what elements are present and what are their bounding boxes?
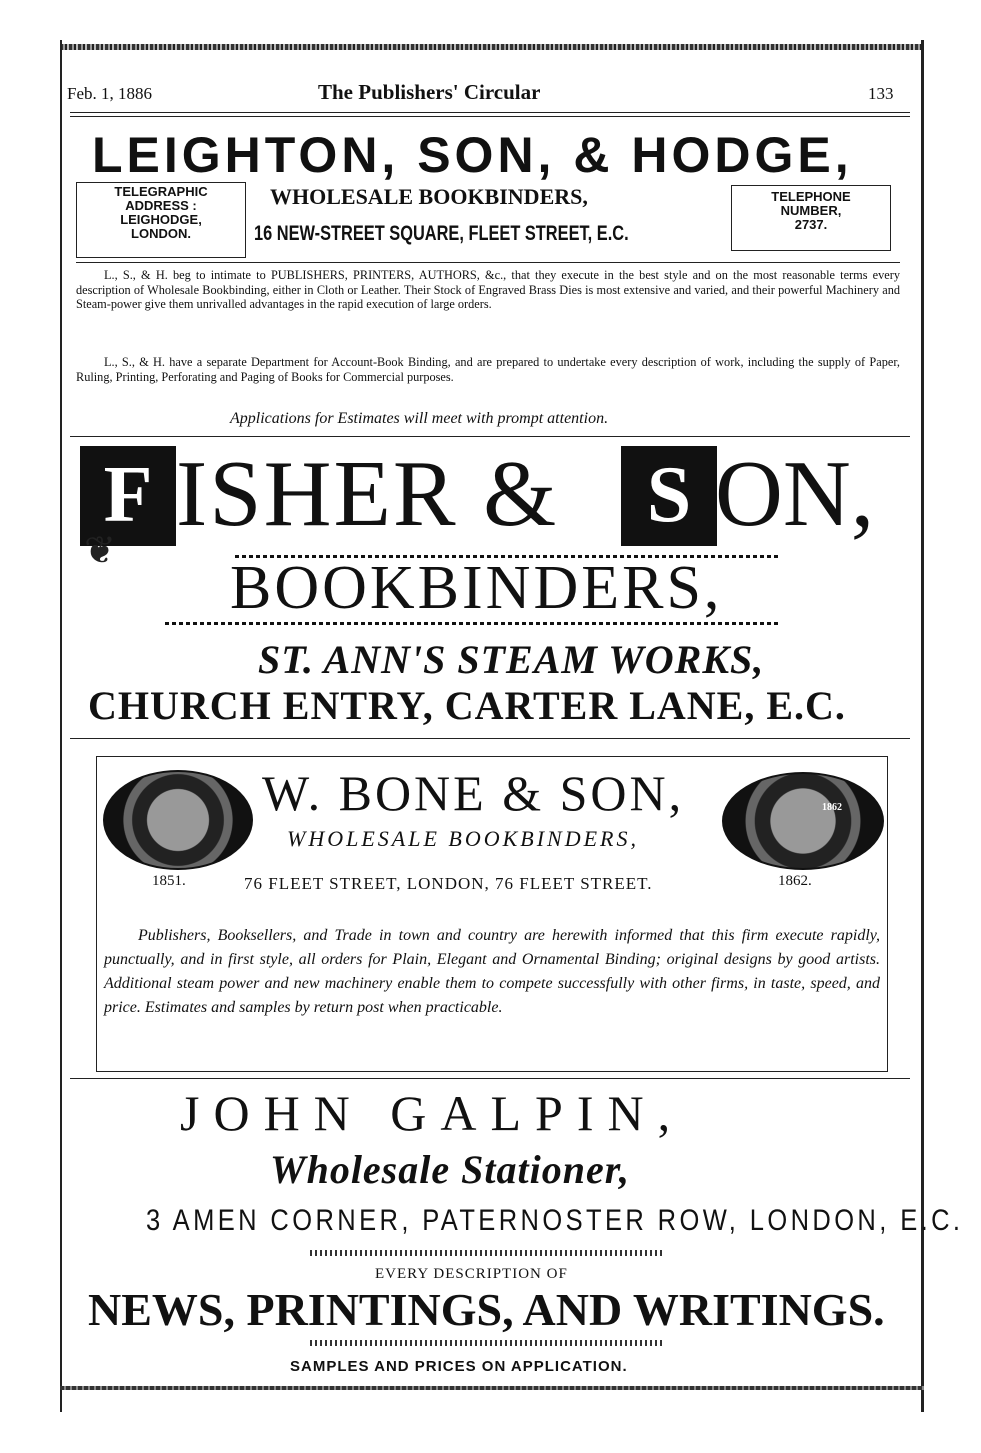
- ornamental-initial-s: S: [621, 446, 717, 546]
- fisher-title-part2: ON,: [715, 442, 875, 546]
- tel-box-line: ADDRESS :: [125, 198, 197, 213]
- bone-address: 76 FLEET STREET, LONDON, 76 FLEET STREET.: [244, 874, 653, 893]
- fisher-address: CHURCH ENTRY, CARTER LANE, E.C.: [88, 683, 846, 728]
- leighton-paragraph-2: L., S., & H. have a separate Department for Account-Book Binding, and are prepared to undertake every description of work, including the supply of Paper, Ruling, Printing, Perforating and Paging of Books for Commercial purposes.: [76, 355, 900, 384]
- leighton-note: Applications for Estimates will meet with prompt attention.: [230, 410, 609, 427]
- leighton-subtitle: WHOLESALE BOOKBINDERS,: [270, 184, 588, 209]
- phone-box-line: TELEPHONE: [771, 189, 851, 204]
- bone-title: W. BONE & SON,: [262, 765, 685, 821]
- wavy-divider-bottom: [310, 1340, 665, 1346]
- tel-box-line: TELEGRAPHIC: [114, 184, 208, 199]
- header-rule: [70, 112, 910, 113]
- bone-body: Publishers, Booksellers, and Trade in town and country are herewith informed that this firm execute rapidly, punctually, and in first style, all orders for Plain, Elegant and Ornamental Binding; original designs by good artists. Additional steam power and new machinery enable them to compete successfully with other firms, in taste, speed, and price. Estimates and samples by return post when practicable.: [104, 927, 880, 1016]
- galpin-every: EVERY DESCRIPTION OF: [375, 1266, 568, 1282]
- header-title: The Publishers' Circular: [318, 80, 541, 104]
- fisher-subtitle: BOOKBINDERS,: [230, 554, 723, 622]
- bone-year-right: 1862.: [778, 873, 812, 889]
- fisher-works: ST. ANN'S STEAM WORKS,: [258, 637, 765, 682]
- leighton-paragraph-1: L., S., & H. beg to intimate to PUBLISHERS, PRINTERS, AUTHORS, &c., that they execute in the best style and on the most reasonable terms every description of Wholesale Bookbinding, either in Cloth or Leather. Their Stock of Engraved Brass Dies is most extensive and varied, and their powerful Machinery and Steam-power give them unrivalled advantages in the rapid execution of large orders.: [76, 268, 900, 311]
- bone-subtitle: WHOLESALE BOOKBINDERS,: [287, 826, 639, 851]
- ornament-flourish-icon: ❦: [84, 530, 116, 572]
- galpin-address: 3 AMEN CORNER, PATERNOSTER ROW, LONDON, E.C.: [146, 1204, 964, 1237]
- wavy-divider-top: [310, 1250, 665, 1256]
- section-rule-3: [70, 1078, 910, 1079]
- medal-1862-icon: [722, 772, 884, 870]
- leighton-address: 16 NEW-STREET SQUARE, FLEET STREET, E.C.: [254, 222, 629, 245]
- top-border: [60, 44, 924, 50]
- ornament-rule-bottom: [165, 622, 780, 625]
- tel-box-line: LONDON.: [131, 226, 191, 241]
- left-border: [60, 40, 62, 1412]
- header-rule-2: [70, 116, 910, 117]
- section-rule-2: [70, 738, 910, 739]
- bone-year-left: 1851.: [152, 873, 186, 889]
- medal-year-text: 1862: [822, 802, 842, 813]
- phone-box-line: NUMBER,: [780, 203, 842, 218]
- tel-box-line: LEIGHODGE,: [120, 212, 202, 227]
- bottom-border: [60, 1386, 924, 1390]
- leighton-rule: [76, 262, 900, 263]
- medal-1851-icon: [103, 770, 253, 870]
- galpin-trade: Wholesale Stationer,: [270, 1147, 631, 1192]
- fisher-title-part1: ISHER &: [176, 442, 559, 546]
- telephone-box: [731, 185, 891, 251]
- header-page-number: 133: [868, 84, 894, 103]
- section-rule-1: [70, 436, 910, 437]
- galpin-headline: NEWS, PRINTINGS, AND WRITINGS.: [88, 1284, 885, 1335]
- leighton-title: LEIGHTON, SON, & HODGE,: [92, 127, 853, 183]
- galpin-samples: SAMPLES AND PRICES ON APPLICATION.: [290, 1358, 628, 1375]
- telegraphic-address-box: [76, 182, 246, 258]
- ornamental-initial-f: F: [80, 446, 176, 546]
- galpin-name: JOHN GALPIN,: [180, 1085, 685, 1141]
- phone-box-line: 2737.: [794, 217, 828, 232]
- header-date: Feb. 1, 1886: [67, 84, 152, 103]
